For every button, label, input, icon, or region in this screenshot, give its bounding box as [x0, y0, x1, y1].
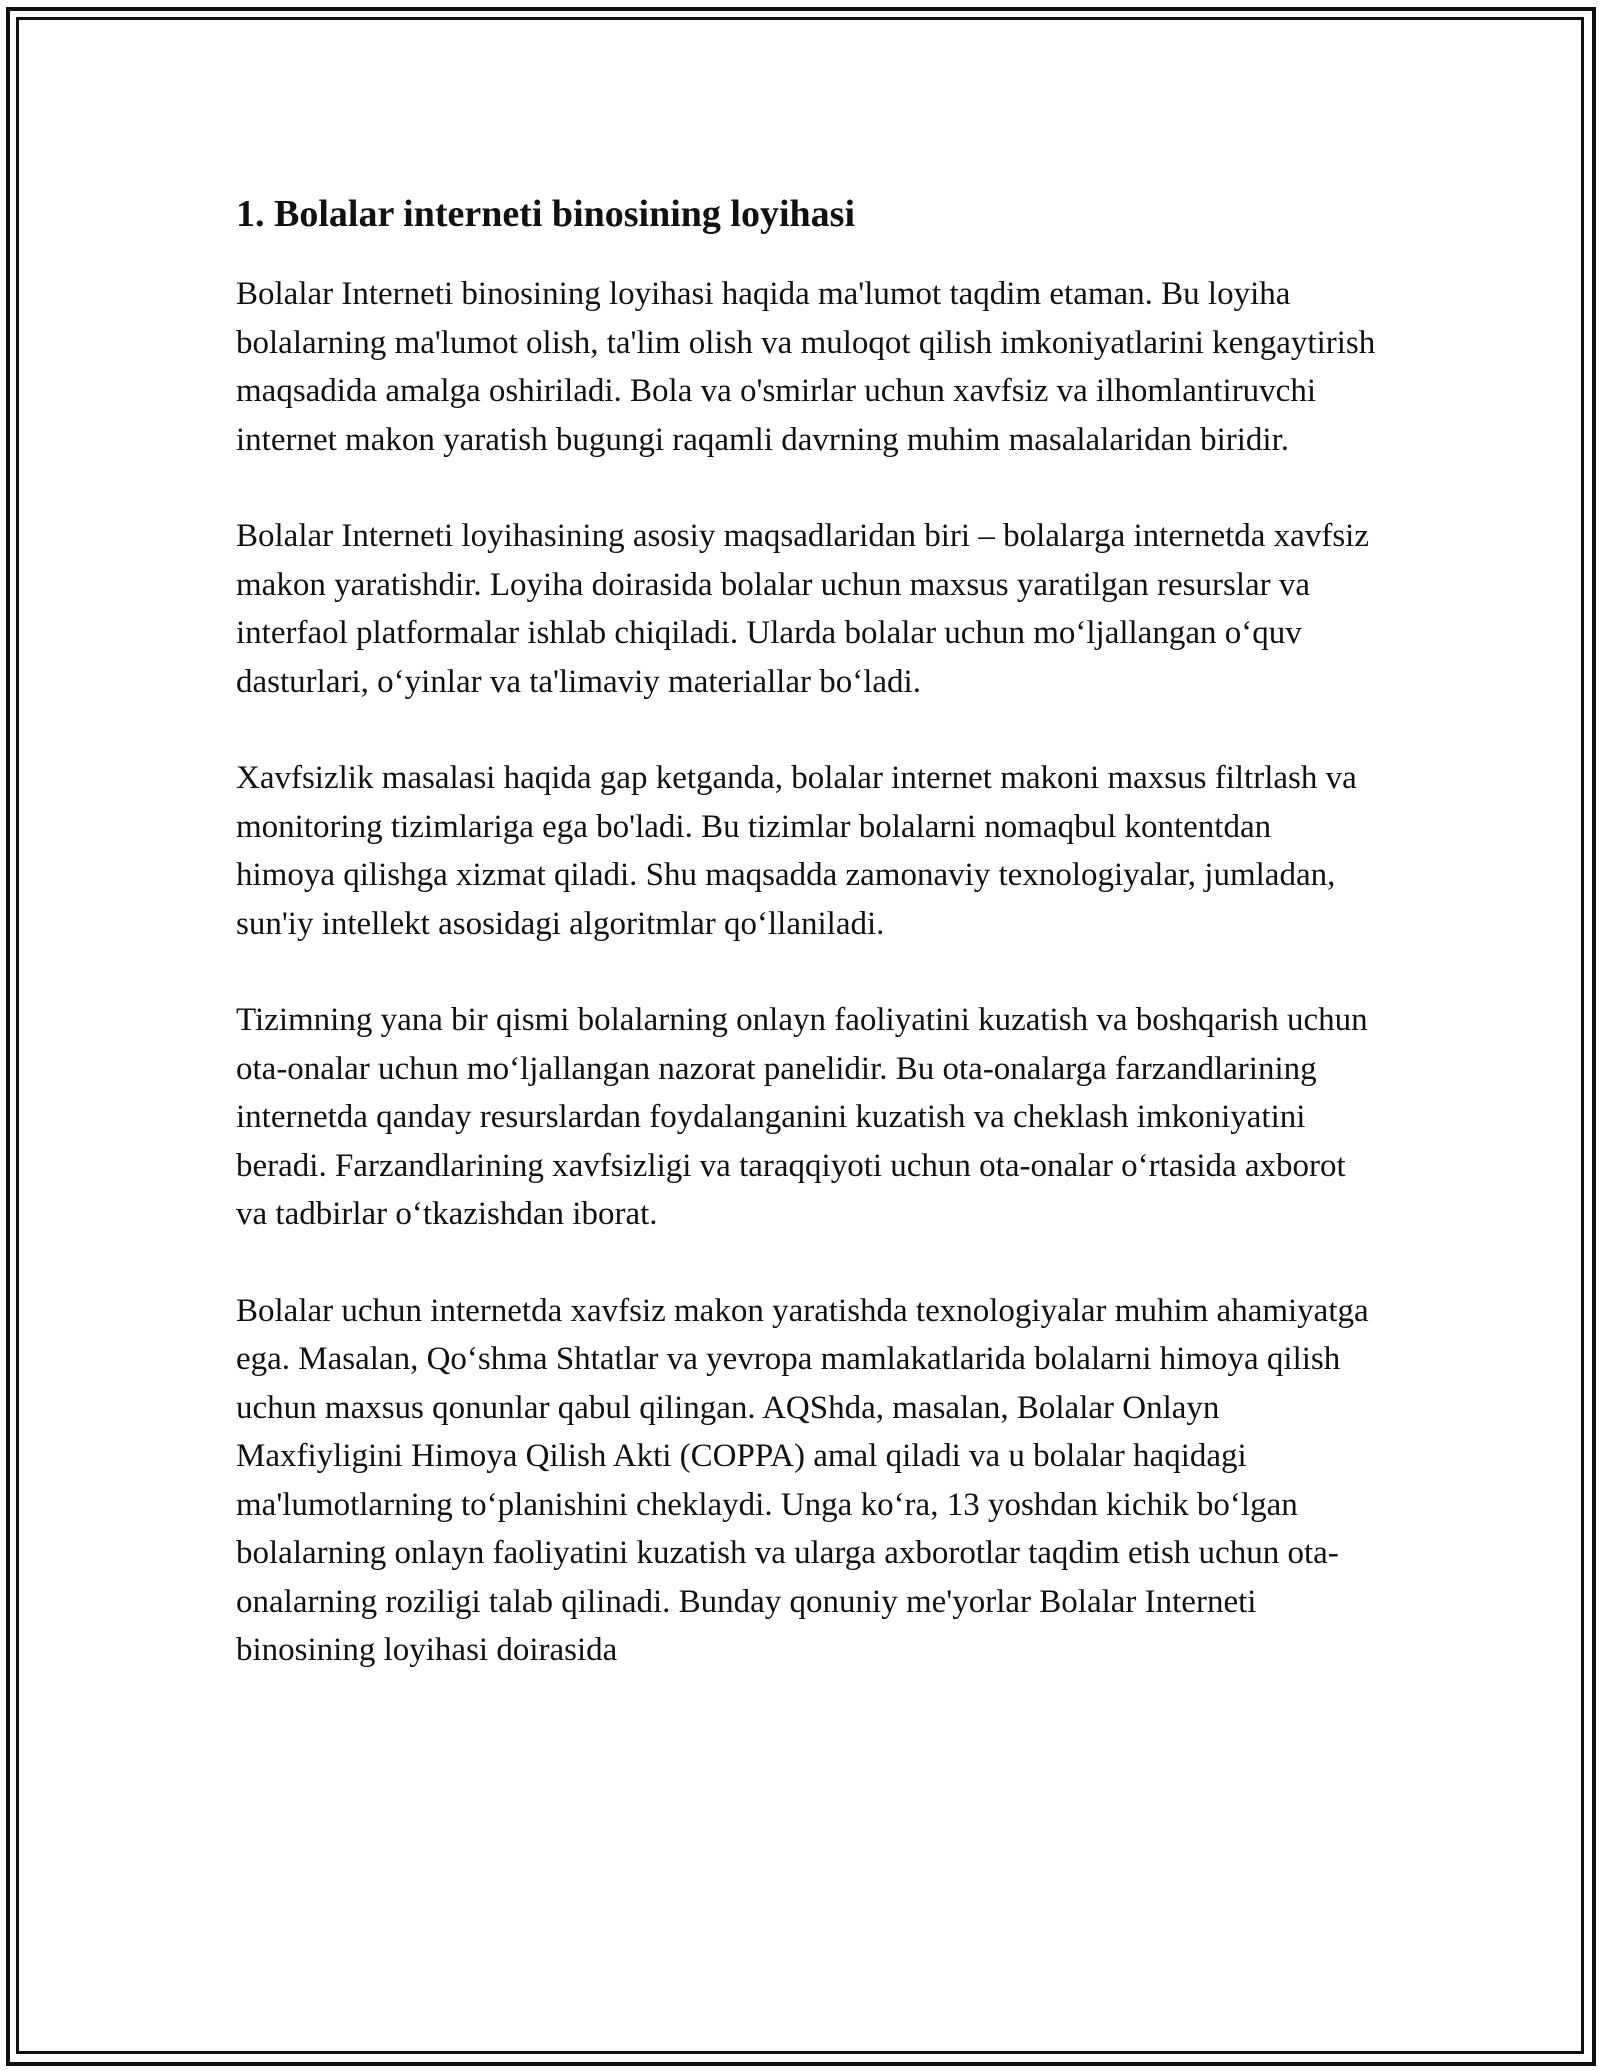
paragraph-3: Xavfsizlik masalasi haqida gap ketganda, bolalar internet makoni maxsus filtrlash va monitoring tizimlariga ega bo'ladi. Bu tizimlar bolalarni nomaqbul kontentdan himoya qilishga xizmat qiladi. Shu maqsadda zamonaviy texnologiyalar, jumladan, sun'iy intellekt asosidagi algoritmlar qo‘llaniladi.	[236, 760, 1357, 942]
section-heading: 1. Bolalar interneti binosining loyihasi	[236, 193, 856, 235]
paragraph-4: Tizimning yana bir qismi bolalarning onlayn faoliyatini kuzatish va boshqarish uchun ota-onalar uchun mo‘ljallangan nazorat panelidir. Bu ota-onalarga farzandlarining internetda qanday resurslardan foydalanganini kuzatish va cheklash imkoniyatini beradi. Farzandlarining xavfsizligi va taraqqiyoti uchun ota-onalar o‘rtasida axborot va tadbirlar o‘tkazishdan iborat.	[236, 1002, 1368, 1232]
paragraph-5: Bolalar uchun internetda xavfsiz makon yaratishda texnologiyalar muhim ahamiyatga ega. Masalan, Qo‘shma Shtatlar va yevropa mamlakatlarida bolalarni himoya qilish uchun maxsus qonunlar qabul qilingan. AQShda, masalan, Bolalar Onlayn Maxfiyligini Himoya Qilish Akti (COPPA) amal qiladi va u bolalar haqidagi ma'lumotlarning to‘planishini cheklaydi. Unga ko‘ra, 13 yoshdan kichik bo‘lgan bolalarning onlayn faoliyatini kuzatish va ularga axborotlar taqdim etish uchun ota-onalarning roziligi talab qilinadi. Bunday qonuniy me'yorlar Bolalar Interneti binosining loyihasi doirasida	[236, 1292, 1369, 1668]
paragraph-2: Bolalar Interneti loyihasining asosiy maqsadlaridan biri – bolalarga internetda xavfsiz makon yaratishdir. Loyiha doirasida bolalar uchun maxsus yaratilgan resurslar va interfaol platformalar ishlab chiqiladi. Ularda bolalar uchun mo‘ljallangan o‘quv dasturlari, o‘yinlar va ta'limaviy materiallar bo‘ladi.	[236, 518, 1369, 700]
paragraph-1: Bolalar Interneti binosining loyihasi haqida ma'lumot taqdim etaman. Bu loyiha bolalarning ma'lumot olish, ta'lim olish va muloqot qilish imkoniyatlarini kengaytirish maqsadida amalga oshiriladi. Bola va o'smirlar uchun xavfsiz va ilhomlantiruvchi internet makon yaratish bugungi raqamli davrning muhim masalalaridan biridir.	[236, 276, 1376, 458]
document-body	[236, 186, 1376, 1723]
